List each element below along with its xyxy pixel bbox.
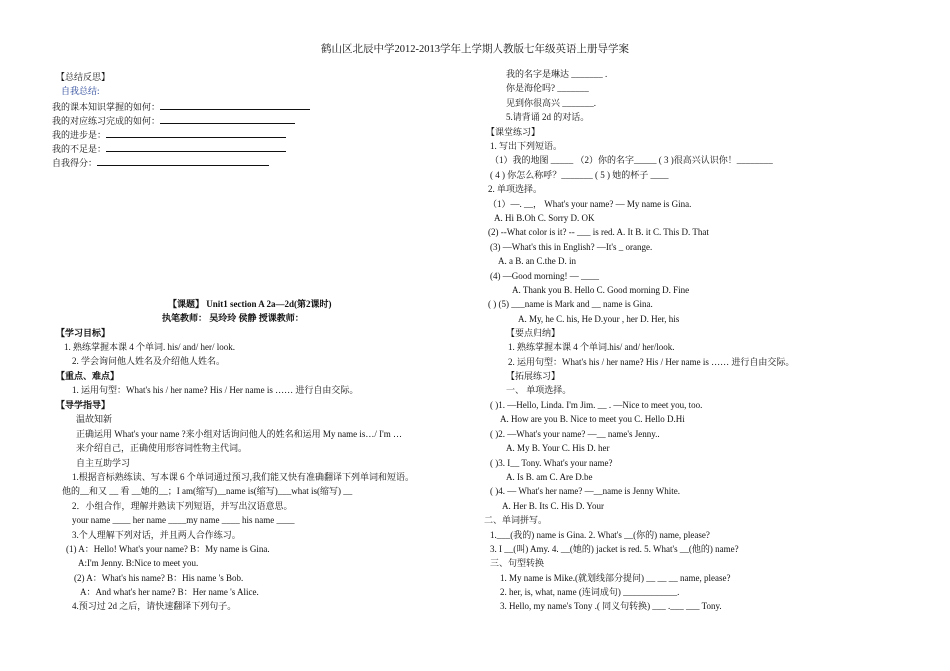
reflection-item: 我的对应练习完成的如何： xyxy=(52,114,295,127)
right-line: 5.请背诵 2d 的对话。 xyxy=(506,112,590,122)
right-line: A. Her B. Its C. His D. Your xyxy=(502,501,605,511)
right-line: 1. 写出下列短语。 xyxy=(490,141,563,151)
right-line: 我的名字是琳达 _______ . xyxy=(506,69,608,79)
right-line: A. a B. an C.the D. in xyxy=(498,256,576,266)
right-line: ( )2. —What's your name? —__ name's Jenny.. xyxy=(490,429,660,439)
right-line: ( )1. —Hello, Linda. I'm Jim. __ . —Nice to meet you, too. xyxy=(490,400,703,410)
guide-line: 他的__和又 __ 看 __她的__；I am(缩写)__name is(缩写)___what is(缩写) __ xyxy=(62,486,353,496)
right-line: 你是海伦吗? _______ xyxy=(506,83,589,93)
right-line: (4) —Good morning! — ____ xyxy=(490,271,599,281)
guide-line: your name ____ her name ____my name ____ his name ____ xyxy=(72,515,295,525)
guide-line: 温故知新 xyxy=(76,414,113,424)
right-line: ( ) (5) ___name is Mark and __ name is Gina. xyxy=(488,299,653,309)
right-line: A. My B. Your C. His D. her xyxy=(506,443,610,453)
right-line: ( )4. — What's her name? —__name is Jenny White. xyxy=(490,486,680,496)
guide-line: 自主互助学习 xyxy=(76,458,131,468)
right-heading: 【要点归纳】 xyxy=(506,328,561,338)
guide-line: 来介绍自己，正确使用形容词性物主代词。 xyxy=(76,443,248,453)
right-heading: 【课堂练习】 xyxy=(486,127,541,137)
reflection-item: 我的进步是： xyxy=(52,128,286,141)
right-line: (3) —What's this in English? —It's _ orange. xyxy=(490,242,653,252)
right-line: ( 4 ) 你怎么称呼？_______ ( 5 ) 她的杯子 ____ xyxy=(490,170,669,180)
right-line: 3. I __(叫) Amy. 4. __(她的) jacket is red. 5. What's __(他的) name? xyxy=(490,544,739,554)
right-line: 1. My name is Mike.(就划线部分提问) __ __ __ name, please? xyxy=(500,573,731,583)
lesson-teachers: 执笔教师： 吴玲玲 侯静 授课教师： xyxy=(162,313,304,323)
dialogue-line: A:I'm Jenny. B:Nice to meet you. xyxy=(78,558,199,568)
right-line: A. Hi B.Oh C. Sorry D. OK xyxy=(494,213,595,223)
right-line: A. Is B. am C. Are D.be xyxy=(506,472,593,482)
guide-heading: 【导学指导】 xyxy=(56,400,111,410)
dialogue-line: A：And what's her name? B：Her name 's Alice. xyxy=(80,587,259,597)
goal-item: 2. 学会询问他人姓名及介绍他人姓名。 xyxy=(72,356,226,366)
right-line: 2. her, is, what, name (连词成句) ____________. xyxy=(500,587,680,597)
right-line: （1）我的地图 _____ （2）你的名字_____ ( 3 )很高兴认识你！________ xyxy=(490,155,773,165)
right-line: 见到你很高兴 _______. xyxy=(506,98,597,108)
guide-line: 2．小组合作，理解并熟读下列短语，并写出汉语意思。 xyxy=(72,501,293,511)
right-line: 2. 运用句型：What's his / her name? His / Her name is …… 进行自由交际。 xyxy=(508,357,795,367)
lesson-title: 【课题】 Unit1 section A 2a—2d(第2课时) xyxy=(168,299,332,309)
reflection-item: 自我得分： xyxy=(52,156,269,169)
right-heading: 三、句型转换 xyxy=(490,558,545,568)
reflection-item: 我的课本知识掌握的如何： xyxy=(52,100,310,113)
right-line: A. How are you B. Nice to meet you C. Hello D.Hi xyxy=(500,414,685,424)
right-line: （1）—. __， What's your name? — My name is Gina. xyxy=(488,199,692,209)
right-heading: 【拓展练习】 xyxy=(506,371,561,381)
guide-line: 1.根据音标熟练读、写本课 6 个单词通过预习,我们能又快有准确翻译下列单词和短语。 xyxy=(72,472,415,482)
right-line: (2) --What color is it? -- ___ is red. A. It B. it C. This D. That xyxy=(488,227,709,237)
key-points-heading: 【重点、难点】 xyxy=(56,371,120,381)
guide-line: 正确运用 What's your name ?来小组对话询问他人的姓名和运用 My name is…/ I'm … xyxy=(76,429,402,439)
right-line: ( )3. I__ Tony. What's your name? xyxy=(490,458,613,468)
guide-line: 3.个人理解下列对话，并且两人合作练习。 xyxy=(72,530,241,540)
guide-line: 4.预习过 2d 之后，请快速翻译下列句子。 xyxy=(72,601,237,611)
right-line: 一、 单项选择。 xyxy=(506,385,572,395)
goals-heading: 【学习目标】 xyxy=(56,328,111,338)
reflection-heading: 【总结反思】 xyxy=(56,72,111,82)
reflection-item: 我的不足是： xyxy=(52,142,286,155)
right-line: A. Thank you B. Hello C. Good morning D. Fine xyxy=(512,285,690,295)
right-line: A. My, he C. his, He D.your , her D. Her, his xyxy=(518,314,680,324)
goal-item: 1. 熟练掌握本课 4 个单词. his/ and/ her/ look. xyxy=(64,342,235,352)
key-points-text: 1. 运用句型：What's his / her name? His / Her name is …… 进行自由交际。 xyxy=(72,385,359,395)
right-line: 2. 单项选择。 xyxy=(488,184,543,194)
self-summary-title: 自我总结: xyxy=(61,86,100,96)
dialogue-line: (2) A：What's his name? B：His name 's Bob. xyxy=(74,573,244,583)
right-line: 3. Hello, my name's Tony .( 同义句转换) ___ .___ ___ Tony. xyxy=(500,601,722,611)
page-header: 鹤山区北辰中学2012-2013学年上学期人教版七年级英语上册导学案 xyxy=(321,44,629,55)
right-line: 1. 熟练掌握本课 4 个单词.his/ and/ her/look. xyxy=(508,342,675,352)
right-heading: 二、单词拼写。 xyxy=(484,515,548,525)
dialogue-line: (1) A：Hello! What's your name? B：My name is Gina. xyxy=(66,544,270,554)
right-line: 1.___(我的) name is Gina. 2. What's __(你的) name, please? xyxy=(490,530,710,540)
